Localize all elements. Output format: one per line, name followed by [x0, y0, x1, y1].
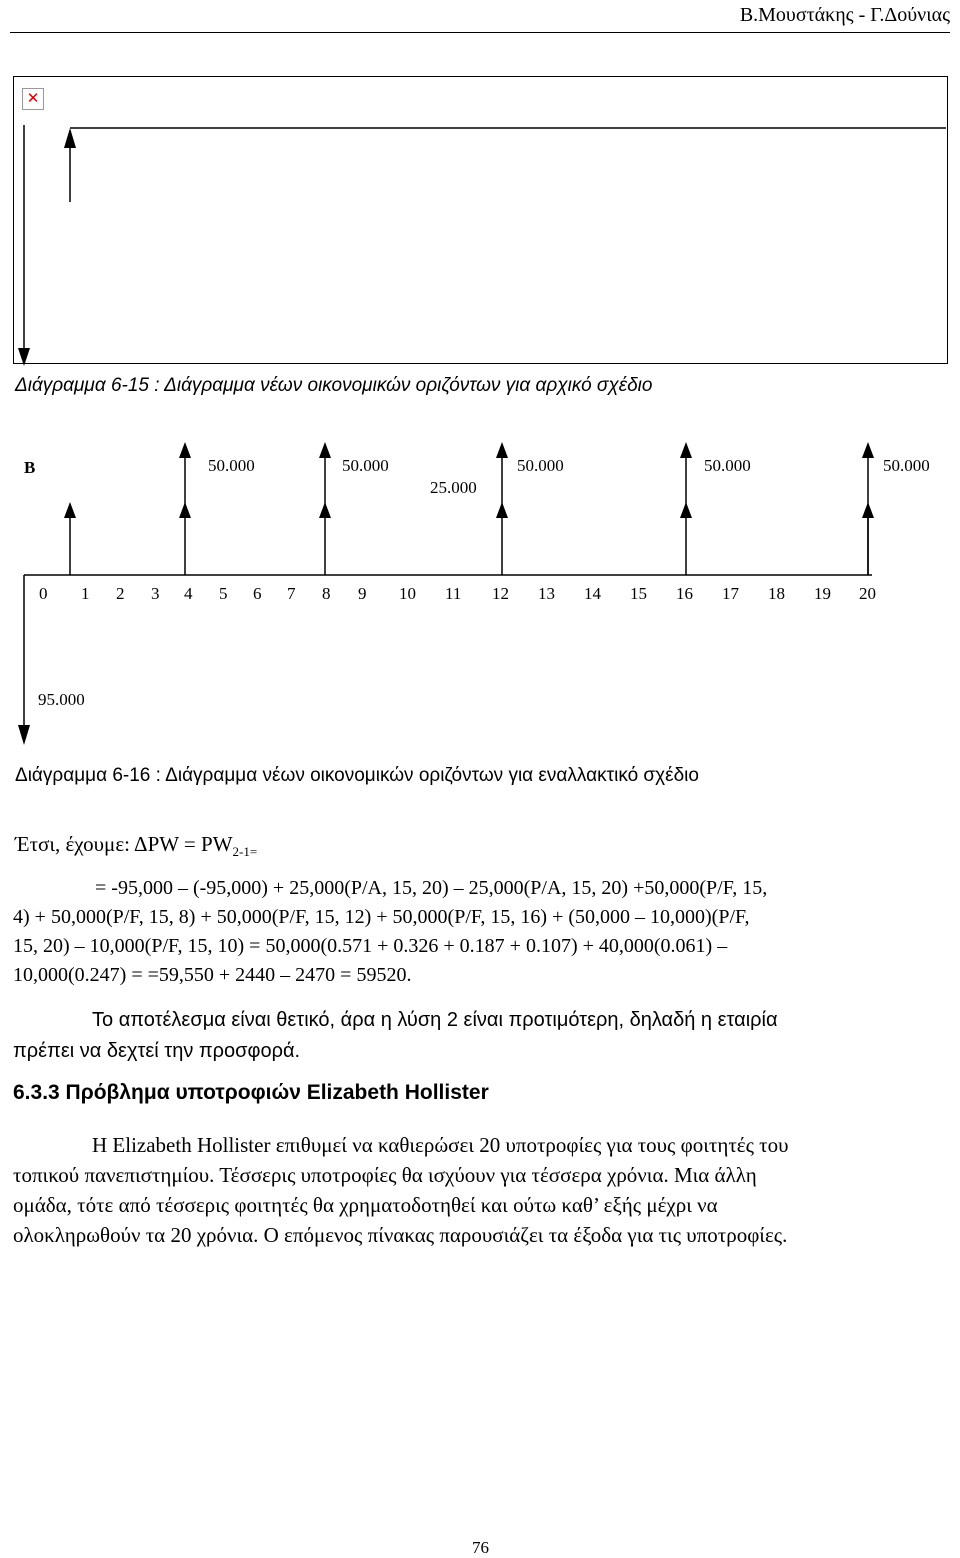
- broken-image-icon: ✕: [22, 88, 44, 110]
- outflow-arrowhead: [18, 725, 30, 745]
- axis-tick: 13: [538, 584, 555, 603]
- problem-line-2: τοπικού πανεπιστημίου. Τέσσερις υποτροφίες θα ισχύουν για τέσσερα χρόνια. Μια άλλη: [13, 1163, 757, 1187]
- inflow-label-8: 50.000: [342, 456, 389, 475]
- axis-tick: 15: [630, 584, 647, 603]
- conclusion-line-1: Το αποτέλεσμα είναι θετικό, άρα η λύση 2 είναι προτιμότερη, δηλαδή η εταιρία: [92, 1009, 778, 1031]
- small-inflow-arrowhead-8: [319, 502, 331, 518]
- small-inflow-arrowhead-16: [680, 502, 692, 518]
- calc-line-3: 15, 20) – 10,000(P/F, 15, 10) = 50,000(0.571 + 0.326 + 0.187 + 0.107) + 40,000(0.061) –: [13, 935, 728, 957]
- calc-intro: [15, 830, 257, 866]
- axis-tick: 12: [492, 584, 509, 603]
- small-inflow-arrowhead-20: [862, 502, 874, 518]
- axis-tick: 18: [768, 584, 785, 603]
- inflow-label-4: 50.000: [208, 456, 255, 475]
- axis-tick: 2: [116, 584, 125, 603]
- calc-line-2: 4) + 50,000(P/F, 15, 8) + 50,000(P/F, 15, 12) + 50,000(P/F, 15, 16) + (50,000 – 10,000)(P/F,: [13, 906, 750, 928]
- axis-tick: 8: [322, 584, 331, 603]
- axis-tick: 3: [151, 584, 160, 603]
- problem-line-4: ολοκληρωθούν τα 20 χρόνια. Ο επόμενος πίνακας παρουσιάζει τα έξοδα για τις υποτροφίες.: [13, 1223, 788, 1247]
- small-inflow-arrowhead-0: [64, 502, 76, 518]
- inflow-arrowhead-16: [680, 442, 692, 458]
- small-inflow-arrowhead-4: [179, 502, 191, 518]
- inflow-label-16: 50.000: [704, 456, 751, 475]
- outflow-label: 95.000: [38, 690, 85, 709]
- axis-tick: 20: [859, 584, 876, 603]
- header-author: Β.Μουστάκης - Γ.Δούνιας: [739, 4, 950, 26]
- axis-tick: 6: [253, 584, 262, 603]
- page-number: 76: [472, 1538, 489, 1557]
- figure-15-caption: Διάγραμμα 6-15 : Διάγραμμα νέων οικονομικών οριζόντων για αρχικό σχέδιο: [15, 375, 653, 396]
- axis-tick: 7: [287, 584, 296, 603]
- figure-16-label-b: Β: [24, 458, 36, 477]
- inflow-label-20: 50.000: [883, 456, 930, 475]
- inflow-arrowhead-4: [179, 442, 191, 458]
- problem-line-3: ομάδα, τότε από τέσσερις φοιτητές θα χρηματοδοτηθεί και ούτω καθ’ εξής μέχρι να: [13, 1193, 718, 1217]
- axis-tick: 1: [81, 584, 90, 603]
- figure-15-outflow-arrowhead: [18, 348, 30, 366]
- calc-intro-text: Έτσι, έχουμε: ΔPW = PW: [15, 832, 233, 856]
- inflow-label-12: 50.000: [517, 456, 564, 475]
- figure-16-caption: Διάγραμμα 6-16 : Διάγραμμα νέων οικονομικών οριζόντων για εναλλακτικό σχέδιο: [15, 765, 699, 786]
- axis-tick: 0: [39, 584, 48, 603]
- calc-line-4: 10,000(0.247) = =59,550 + 2440 – 2470 = 59520.: [13, 964, 412, 986]
- axis-tick: 5: [219, 584, 228, 603]
- problem-line-1: Η Elizabeth Hollister επιθυμεί να καθιερώσει 20 υποτροφίες για τους φοιτητές του: [92, 1133, 789, 1157]
- calc-intro-subscript: 2-1=: [232, 844, 258, 860]
- axis-tick: 4: [184, 584, 193, 603]
- figure-15-diagram: [0, 0, 960, 400]
- calc-line-1: = -95,000 – (-95,000) + 25,000(P/A, 15, 20) – 25,000(P/A, 15, 20) +50,000(P/F, 15,: [95, 877, 768, 899]
- axis-tick: 10: [399, 584, 416, 603]
- axis-tick: 19: [814, 584, 831, 603]
- axis-tick: 16: [676, 584, 693, 603]
- axis-tick: 9: [358, 584, 367, 603]
- inflow-label-small: 25.000: [430, 478, 477, 497]
- conclusion-line-2: πρέπει να δεχτεί την προσφορά.: [13, 1040, 301, 1062]
- section-heading: 6.3.3 Πρόβλημα υποτροφιών Elizabeth Hollister: [13, 1081, 489, 1104]
- axis-tick-labels: [0, 584, 960, 606]
- inflow-arrowhead-12: [496, 442, 508, 458]
- inflow-arrowhead-20: [862, 442, 874, 458]
- axis-tick: 11: [445, 584, 462, 603]
- axis-tick: 14: [584, 584, 601, 603]
- figure-15-inflow-arrowhead: [64, 128, 76, 148]
- inflow-arrowhead-8: [319, 442, 331, 458]
- axis-tick: 17: [722, 584, 739, 603]
